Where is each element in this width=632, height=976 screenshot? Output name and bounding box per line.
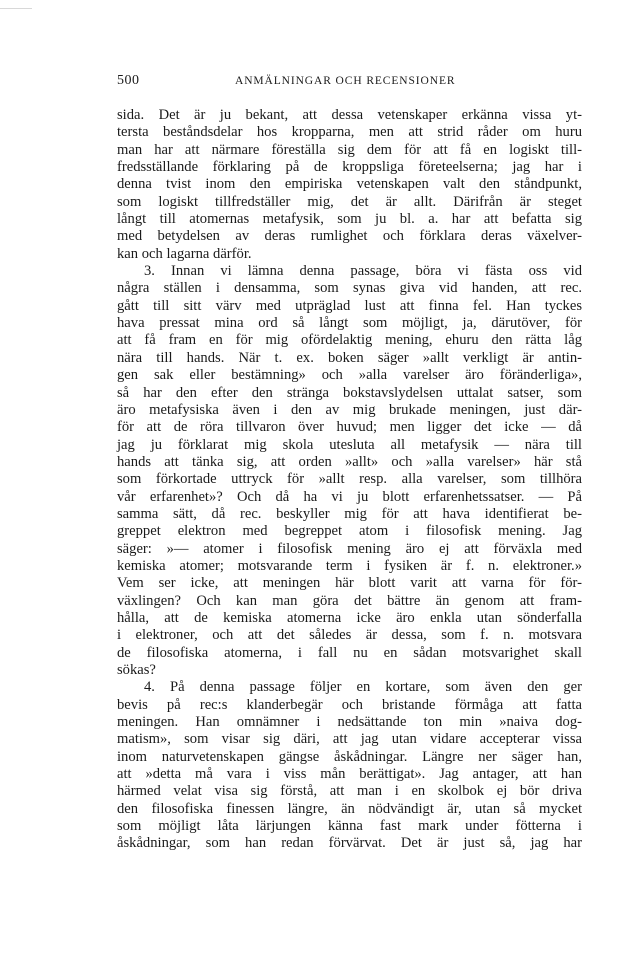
text-line: inom naturvetenskapen gängse åskådningar. Längre ner säger han, — [117, 748, 582, 765]
text-line: Vem ser icke, att meningen här blott varit att varna för för- — [117, 575, 582, 592]
text-line: hava pressat mina ord så långt som möjligt, ja, därutöver, för — [117, 315, 582, 332]
text-line: kemiska atomer; motsvarande term i fysiken är f. n. elektroner.» — [117, 557, 582, 574]
text-line: i elektroner, och att det således är dessa, som f. n. motsvara — [117, 627, 582, 644]
paragraph — [117, 679, 582, 852]
text-line: med betydelsen av deras rumlighet och förklara deras växelver- — [117, 228, 582, 245]
text-line: några ställen i densamma, som synas giva vid handen, att rec. — [117, 280, 582, 297]
text-line: 4. På denna passage följer en kortare, som även den ger — [144, 679, 582, 696]
scan-edge-mark — [0, 0, 32, 9]
text-line: samma sätt, då rec. beskyller mig för att hava identifierat be- — [117, 505, 582, 522]
page-header — [117, 73, 582, 89]
page-number: 500 — [117, 73, 140, 88]
body-text — [117, 107, 582, 853]
text-line: åskådningar, som han redan förvärvat. Det är just så, jag har — [117, 835, 582, 852]
text-line: för att de röra tillvaron över huvud; men ligger det icke — då — [117, 419, 582, 436]
text-line: 3. Innan vi lämna denna passage, böra vi fästa oss vid — [144, 263, 582, 280]
paragraph — [117, 107, 582, 263]
text-line: gått till sitt värv med utpräglad lust att finna fel. Han tyckes — [117, 297, 582, 314]
text-line: jag ju förklarat mig skola utesluta all metafysik — nära till — [117, 436, 582, 453]
text-line: sida. Det är ju bekant, att dessa vetenskaper erkänna vissa yt- — [117, 107, 582, 123]
text-line: äro metafysiska även i den av mig brukade meningen, just där- — [117, 401, 582, 418]
text-line: de filosofiska atomerna, i fall nu en sådan motsvarighet skall — [117, 644, 582, 661]
text-line: att »detta må vara i viss mån berättigat». Jag antager, att han — [117, 766, 582, 783]
running-head: ANMÄLNINGAR OCH RECENSIONER — [235, 75, 456, 87]
text-line: greppet elektron med begreppet atom i filosofisk mening. Jag — [117, 523, 582, 540]
text-line: sökas? — [117, 662, 156, 678]
text-line: hålla, att de kemiska atomerna icke äro enkla utan sönderfalla — [117, 609, 582, 626]
text-line: att få fram en för mig ofördelaktig mening, ehuru den rätta låg — [117, 332, 582, 349]
text-line: kan och lagarna därför. — [117, 245, 252, 262]
text-line: långt till atomernas metafysik, som ju bl. a. har att befatta sig — [117, 211, 582, 228]
text-line: bevis på rec:s klanderbegär och bristande förmåga att fatta — [117, 696, 582, 713]
text-line: fredsställande förklaring på de kroppsliga företeelserna; jag har i — [117, 159, 582, 176]
text-line: växlingen? Och kan man göra det bättre än genom att fram- — [117, 592, 582, 609]
text-line: den filosofiska finessen längre, än nödvändigt är, utan så mycket — [117, 800, 582, 817]
text-line: nära till hands. När t. ex. boken säger »allt verkligt är antin- — [117, 349, 582, 366]
text-line: säger: »— atomer i filosofisk mening äro ej att förväxla med — [117, 540, 582, 557]
text-line: meningen. Han omnämner i nedsättande ton min »naiva dog- — [117, 714, 582, 731]
paragraph — [117, 263, 582, 679]
text-line: gen sak eller bestämning» och »alla varelser äro föränderliga», — [117, 367, 582, 384]
text-line: tersta beståndsdelar hos kropparna, men att strid råder om huru — [117, 124, 582, 141]
text-line: som logiskt tillfredställer mig, det är allt. Därifrån är steget — [117, 193, 582, 210]
text-line: vår erfarenhet»? Och då ha vi ju blott erfarenhetssatser. — På — [117, 488, 582, 505]
text-line: man har att närmare föreställa sig dem för att få en logiskt till- — [117, 141, 582, 158]
text-line: hands att tänka sig, att orden »allt» och »alla varelser» här stå — [117, 453, 582, 470]
text-line: denna tvist inom den empiriska vetenskapen valt den ståndpunkt, — [117, 176, 582, 193]
text-line: matism», som visar sig däri, att jag utan vidare accepterar vissa — [117, 731, 582, 748]
text-line: som förkortade uttryck för »allt resp. alla varelser, som tillhöra — [117, 471, 582, 488]
text-line: härmed velat visa sig förstå, att man i en skolbok ej bör driva — [117, 783, 582, 800]
text-line: så har den efter den stränga bokstavslydelsen uttalat satser, som — [117, 384, 582, 401]
text-line: som möjligt låta lärjungen känna fast mark under fötterna i — [117, 818, 582, 835]
